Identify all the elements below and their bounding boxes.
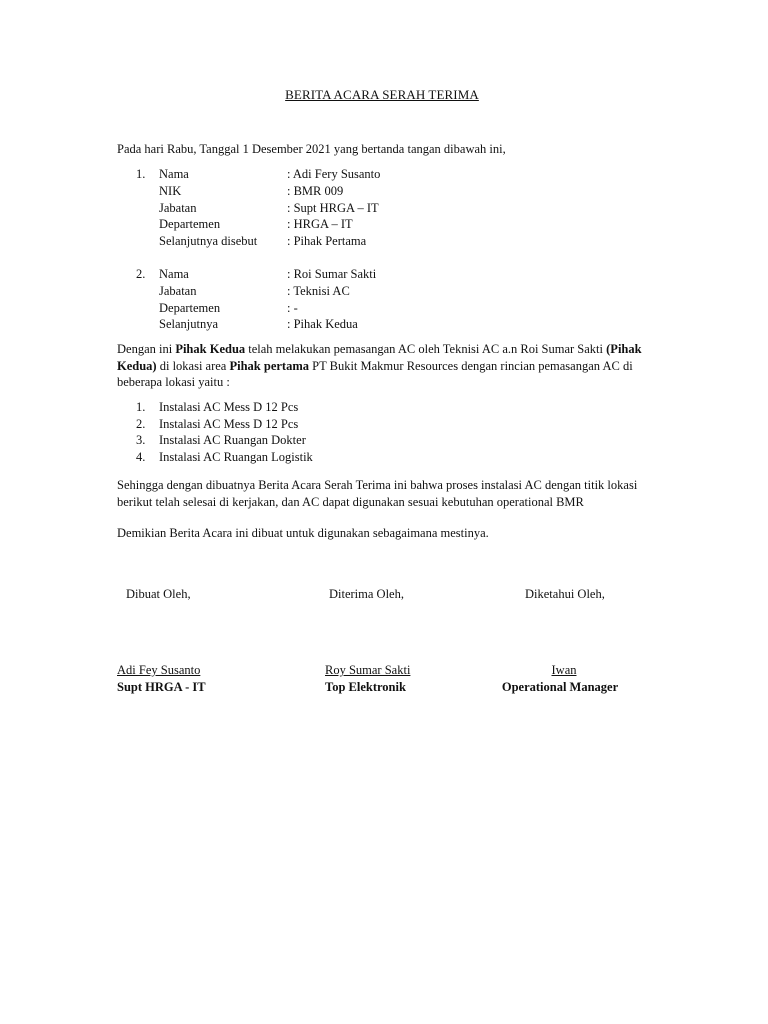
signature-heading-1: Dibuat Oleh, [126, 587, 191, 601]
party1-value-jabatan: : Supt HRGA – IT [287, 201, 379, 215]
para1-bold: Pihak Kedua [175, 342, 246, 356]
party2-value-nama: : Roi Sumar Sakti [287, 267, 377, 281]
intro-text: Pada hari Rabu, Tanggal 1 Desember 2021 yang bertanda tangan dibawah ini, [117, 142, 506, 156]
list-item-text: Instalasi AC Ruangan Logistik [159, 450, 313, 464]
closing-paragraph: Demikian Berita Acara ini dibuat untuk digunakan sebagaimana mestinya. [117, 526, 489, 540]
party1-value-disebut: : Pihak Pertama [287, 234, 367, 248]
signature-heading-2: Diterima Oleh, [329, 587, 404, 601]
list-item-number: 4. [136, 450, 146, 464]
list-item-text: Instalasi AC Ruangan Dokter [159, 433, 306, 447]
para1-text: Dengan ini [117, 342, 176, 356]
document-title: BERITA ACARA SERAH TERIMA [285, 87, 479, 102]
party1-number: 1. [136, 167, 146, 181]
list-item-text: Instalasi AC Mess D 12 Pcs [159, 400, 299, 414]
party2-value-selanjutnya: : Pihak Kedua [287, 317, 358, 331]
signer-position-2: Top Elektronik [325, 680, 406, 694]
signer-position-3: Operational Manager [501, 680, 619, 694]
list-item-number: 3. [136, 433, 146, 447]
party1-value-departemen: : HRGA – IT [287, 217, 353, 231]
party2-number: 2. [136, 267, 146, 281]
para1-text: telah melakukan pemasangan AC oleh Teknisi AC a.n Roi Sumar Sakti [245, 342, 607, 356]
signer-name-3: Iwan [551, 663, 577, 677]
completion-paragraph: Sehingga dengan dibuatnya Berita Acara Serah Terima ini bahwa proses instalasi AC dengan titik lokasi berikut telah selesai di kerjakan, dan AC dapat digunakan sesuai kebutuhan operational BMR [117, 478, 638, 509]
party1-value-nik: : BMR 009 [287, 184, 344, 198]
party2-value-jabatan: : Teknisi AC [287, 284, 350, 298]
signer-name-2: Roy Sumar Sakti [325, 663, 411, 677]
party2-label-jabatan: Jabatan [159, 284, 197, 298]
para1-bold: Pihak pertama [229, 358, 309, 373]
signature-heading-3: Diketahui Oleh, [525, 587, 605, 601]
installation-paragraph [117, 341, 652, 391]
party1-label-disebut: Selanjutnya disebut [159, 234, 258, 248]
party2-value-departemen: : - [287, 301, 298, 315]
party2-label-selanjutnya: Selanjutnya [159, 317, 219, 331]
party1-label-nama: Nama [159, 167, 189, 181]
signer-position-1: Supt HRGA - IT [117, 680, 206, 694]
list-item-text: Instalasi AC Mess D 12 Pcs [159, 417, 299, 431]
party1-label-nik: NIK [159, 184, 182, 198]
para1-text: PT Bukit Makmur Resources dengan rincian pemasangan AC di beberapa lokasi yaitu : [117, 358, 633, 389]
list-item-number: 2. [136, 417, 146, 431]
para1-text: di lokasi area [156, 358, 230, 373]
party2-label-nama: Nama [159, 267, 189, 281]
party1-label-jabatan: Jabatan [159, 201, 197, 215]
party1-label-departemen: Departemen [159, 217, 221, 231]
party1-value-nama: : Adi Fery Susanto [287, 167, 381, 181]
party2-label-departemen: Departemen [159, 301, 221, 315]
list-item-number: 1. [136, 400, 146, 414]
para1-bold: (Pihak Kedua) [117, 342, 642, 373]
signer-name-1: Adi Fey Susanto [117, 663, 201, 677]
